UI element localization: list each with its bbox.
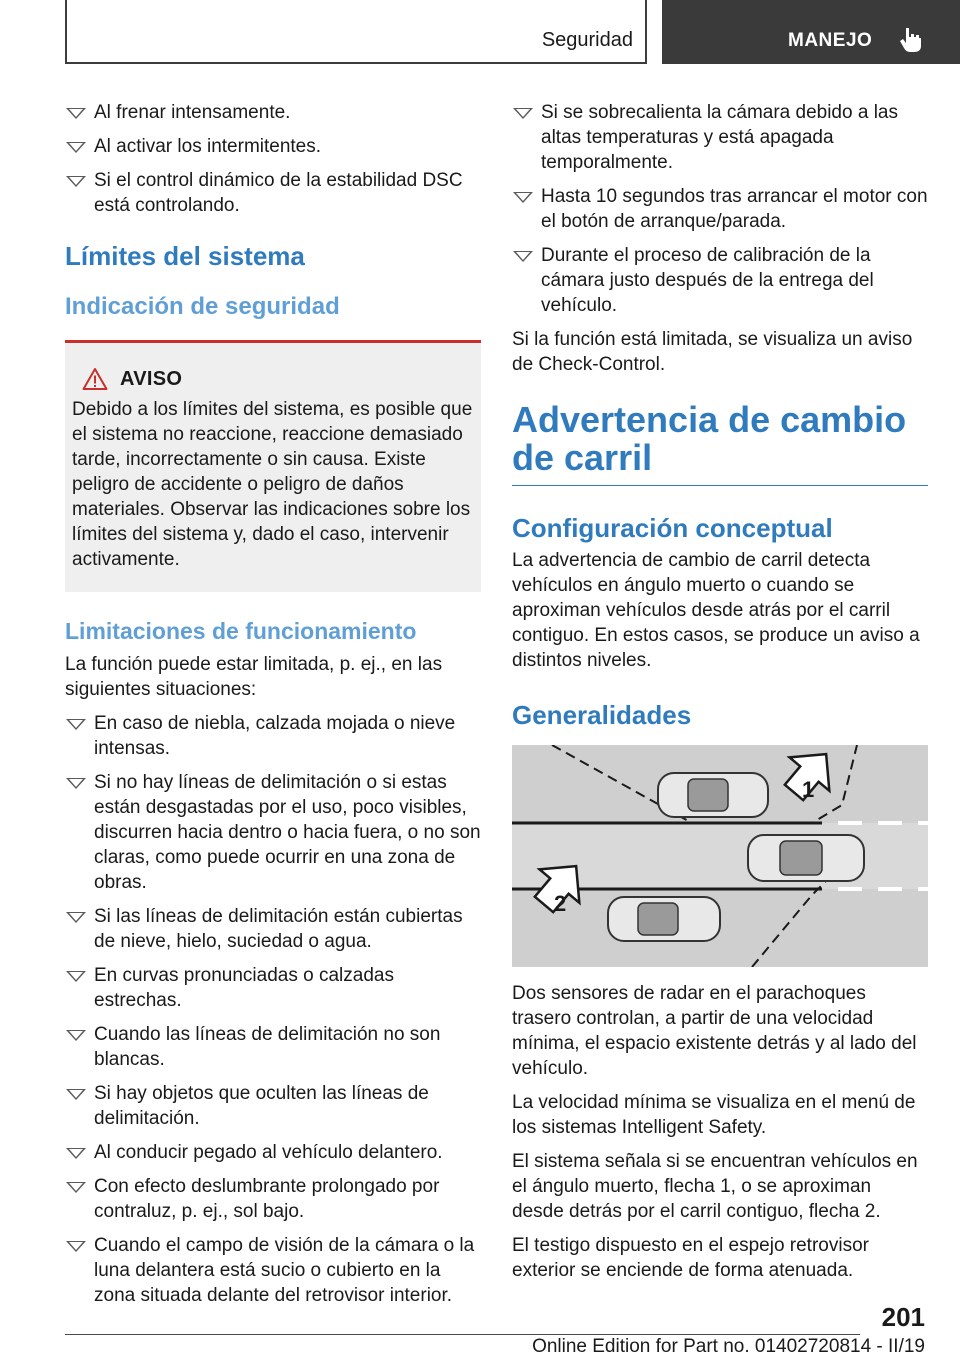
paragraph: El sistema señala si se encuentran vehículos en el ángulo muerto, flecha 1, o se aproximan desde detrás por el carril contiguo, flecha 2. [512,1151,918,1222]
bullet-triangle-icon [66,719,86,730]
header-section-box [65,0,647,64]
bullet-triangle-icon [66,1148,86,1159]
heading-functional-limits: Limitaciones de funcionamiento [65,618,417,644]
heading-concept: Configuración conceptual [512,513,833,543]
bullet-triangle-icon [66,971,86,982]
list-item: Si el control dinámico de la estabilidad DSC está controlando. [65,168,481,218]
bullet-triangle-icon [66,176,86,187]
list-item: Cuando las líneas de delimitación no son blancas. [65,1022,481,1072]
paragraph-concept: La advertencia de cambio de carril detecta vehículos en ángulo muerto o cuando se aproximan vehículos desde atrás por el carril contiguo. En estos casos, se produce un aviso a distintos niveles. [512,550,920,671]
bullet-triangle-icon [66,1182,86,1193]
bullet-triangle-icon [513,251,533,262]
chapter-tab-label: MANEJO [788,30,873,51]
bullet-triangle-icon [66,1030,86,1041]
car-bottom [608,897,720,941]
list-item: Durante el proceso de calibración de la cámara justo después de la entrega del vehículo. [512,243,928,318]
list-item: Si se sobrecalienta la cámara debido a las altas temperaturas y está apagada temporalmente. [512,100,928,175]
bullet-triangle-icon [66,912,86,923]
list-item: Si las líneas de delimitación están cubiertas de nieve, hielo, suciedad o agua. [65,904,481,954]
bullet-list-functional [65,711,481,1308]
lane-change-illustration [512,745,928,967]
car-ego [748,835,864,881]
page-number: 201 [881,1302,925,1332]
footer-edition: Online Edition for Part no. 01402720814 - II/19 [532,1336,925,1357]
warning-title: AVISO [120,367,183,390]
list-item: Si no hay líneas de delimitación o si estas están desgastadas por el uso, poco visibles, discurren hacia dentro o hacia fuera, o no son claras, como puede ocurrir en una zona de obras. [65,770,481,895]
list-item: Al conducir pegado al vehículo delantero. [65,1140,481,1165]
list-item: Al activar los intermitentes. [65,134,481,159]
bullet-list-top-right [512,100,928,318]
bullet-triangle-icon [66,142,86,153]
warning-text: Debido a los límites del sistema, es posible que el sistema no reaccione, reaccione demasiado tarde, incorrectamente o sin causa. Existe peligro de accidente o peligro de daños materiales. Observar las indicaciones sobre los límites del sistema y, dado el caso, intervenir activamente. [72,399,473,570]
paragraph-functional: La función puede estar limitada, p. ej., en las siguientes situaciones: [65,654,443,700]
car-top [658,773,768,817]
arrow-2-label: 2 [554,891,567,916]
heading-safety-note: Indicación de seguridad [65,293,340,320]
chapter-tab[interactable] [662,0,960,64]
paragraph: El testigo dispuesto en el espejo retrovisor exterior se enciende de forma atenuada. [512,1235,869,1281]
list-item: Con efecto deslumbrante prolongado por contraluz, p. ej., sol bajo. [65,1174,481,1224]
warning-triangle-icon [82,367,108,391]
paragraph: La velocidad mínima se visualiza en el menú de los sistemas Intelligent Safety. [512,1092,916,1138]
list-item: Al frenar intensamente. [65,100,481,125]
paragraph-limited: Si la función está limitada, se visualiza un aviso de Check-Control. [512,329,913,375]
list-item: Hasta 10 segundos tras arrancar el motor con el botón de arranque/parada. [512,184,928,234]
warning-box [65,340,481,592]
list-item: Cuando el campo de visión de la cámara o la luna delantera está sucio o cubierto en la zona situada delante del retrovisor interior. [65,1233,481,1308]
bullet-list-top-left [65,100,481,218]
left-column [65,100,481,1317]
bullet-triangle-icon [513,108,533,119]
heading-general: Generalidades [512,700,692,730]
list-item: Si hay objetos que oculten las líneas de delimitación. [65,1081,481,1131]
list-item: En caso de niebla, calzada mojada o nieve intensas. [65,711,481,761]
heading-lane-change-warning: Advertencia de cambio de carril [512,401,928,486]
section-title: Seguridad [541,29,633,51]
bullet-triangle-icon [66,1089,86,1100]
bullet-triangle-icon [66,108,86,119]
footer-divider [65,1334,860,1335]
arrow-1-label: 1 [802,777,815,802]
list-item: En curvas pronunciadas o calzadas estrechas. [65,963,481,1013]
bullet-triangle-icon [66,778,86,789]
bullet-triangle-icon [513,192,533,203]
paragraph: Dos sensores de radar en el parachoques trasero controlan, a partir de una velocidad mínima, el espacio existente detrás y al lado del vehículo. [512,983,917,1079]
right-column [512,100,928,1292]
heading-system-limits: Límites del sistema [65,241,305,271]
hand-pointer-icon [896,24,926,54]
bullet-triangle-icon [66,1241,86,1252]
